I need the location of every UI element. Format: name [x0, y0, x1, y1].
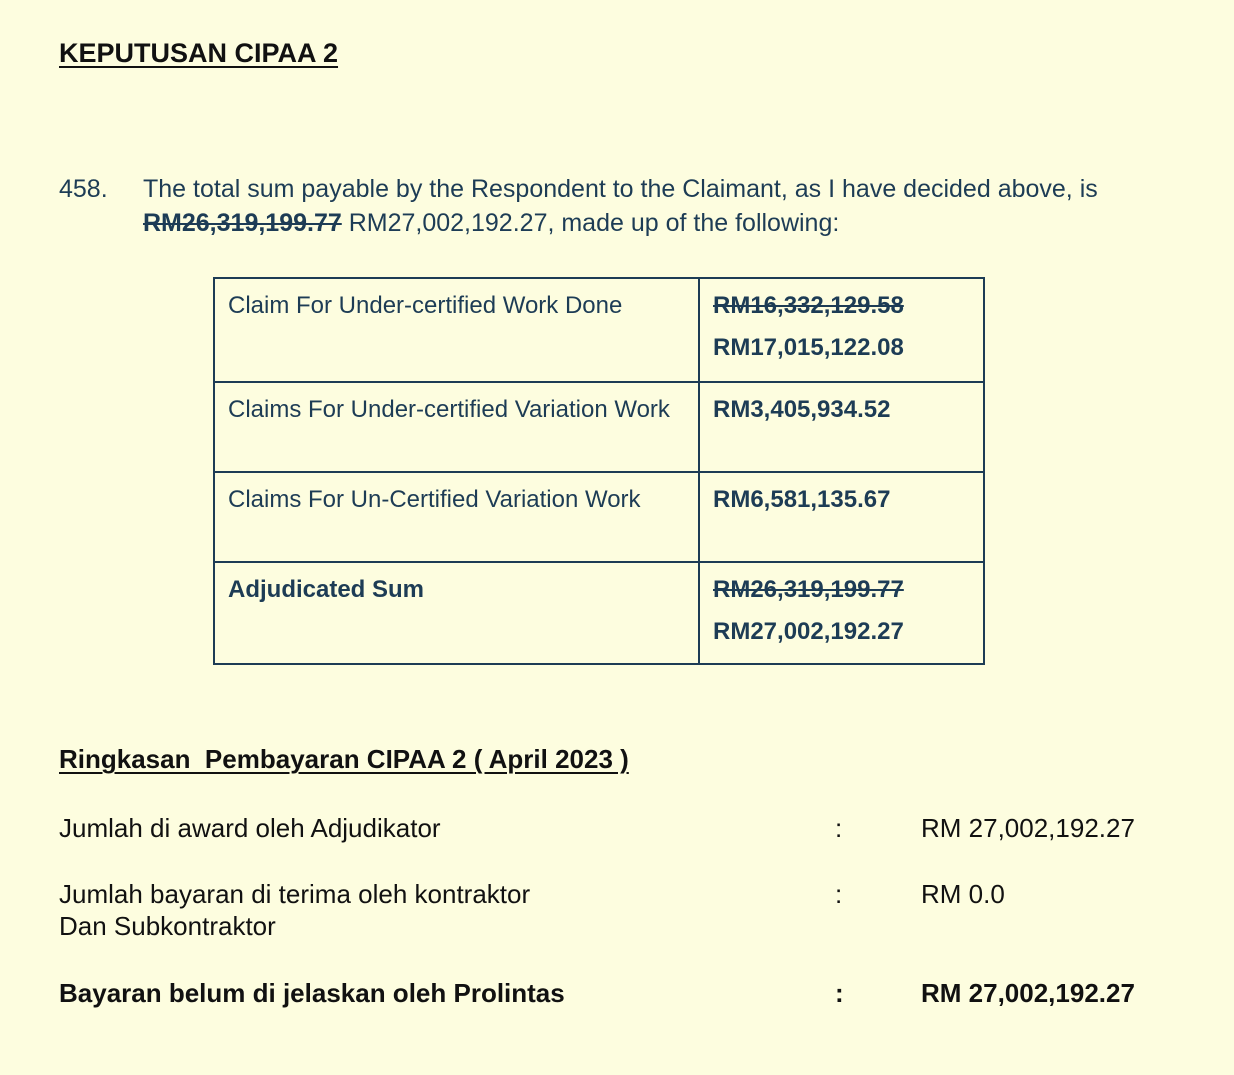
- struck-amount: RM26,319,199.77: [143, 209, 342, 237]
- row-value: [699, 278, 984, 382]
- paragraph-text: [143, 172, 1183, 240]
- summary-label-line2: Dan Subkontraktor: [59, 911, 276, 941]
- struck-value: RM16,332,129.58: [713, 292, 904, 319]
- table-row: [214, 472, 984, 562]
- summary-value: RM 0.0: [921, 879, 1005, 909]
- summary-colon: :: [835, 879, 843, 909]
- document-heading: KEPUTUSAN CIPAA 2: [59, 38, 339, 68]
- paragraph-text-before: The total sum payable by the Respondent to the Claimant, as I have decided above, is: [143, 175, 1098, 203]
- summary-label: Bayaran belum di jelaskan oleh Prolintas: [59, 978, 565, 1008]
- summary-value: RM 27,002,192.27: [921, 813, 1135, 843]
- award-breakdown-table: [213, 277, 985, 665]
- summary-colon: :: [835, 978, 844, 1008]
- summary-label: Jumlah di award oleh Adjudikator: [59, 813, 441, 843]
- paragraph-text-after: RM27,002,192.27, made up of the following:: [341, 209, 840, 237]
- summary-title: Ringkasan Pembayaran CIPAA 2 ( April 2023 ): [59, 744, 629, 774]
- table-row: [214, 562, 984, 664]
- row-value: RM3,405,934.52: [699, 382, 984, 472]
- struck-value: RM26,319,199.77: [713, 576, 904, 603]
- row-label: Adjudicated Sum: [214, 562, 699, 664]
- row-value: [699, 562, 984, 664]
- summary-colon: :: [835, 813, 843, 843]
- table-row: [214, 278, 984, 382]
- row-label: Claims For Un-Certified Variation Work: [214, 472, 699, 562]
- summary-value: RM 27,002,192.27: [921, 978, 1135, 1008]
- row-value: RM6,581,135.67: [699, 472, 984, 562]
- summary-label-line1: Jumlah bayaran di terima oleh kontraktor: [59, 879, 531, 909]
- row-label: Claims For Under-certified Variation Work: [214, 382, 699, 472]
- row-label: Claim For Under-certified Work Done: [214, 278, 699, 382]
- paragraph-number: 458.: [59, 175, 108, 203]
- revised-value: RM27,002,192.27: [713, 618, 904, 645]
- table-row: [214, 382, 984, 472]
- revised-value: RM17,015,122.08: [713, 334, 904, 361]
- summary-label: [59, 878, 759, 942]
